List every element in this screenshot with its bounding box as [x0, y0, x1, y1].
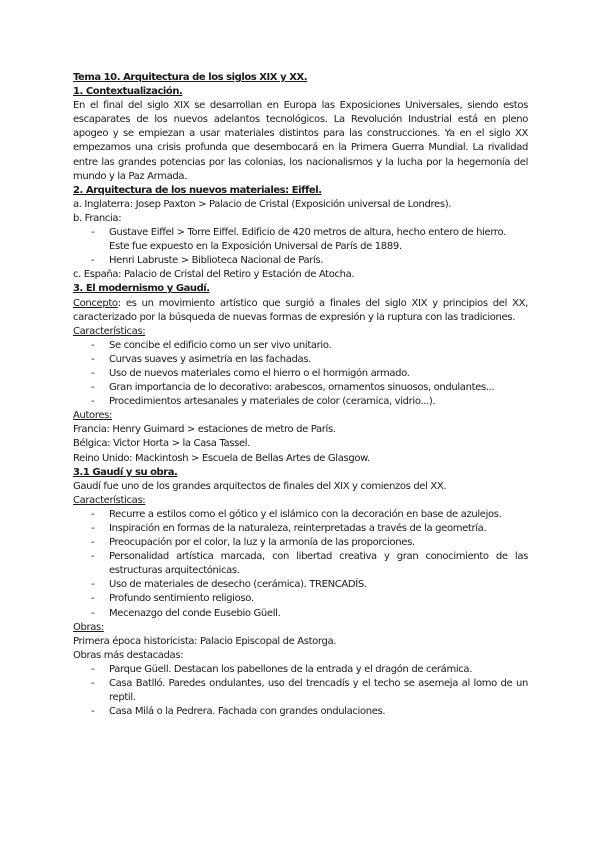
gaudi-intro: Gaudí fue uno de los grandes arquitectos de finales del XIX y comienzos del XX.: [73, 480, 447, 492]
list-item: - Recurre a estilos como el gótico y el islámico con la decoración en base de azulejos.: [73, 508, 528, 522]
gaudi-caracteristicas-label: Características:: [73, 494, 146, 506]
list-item: - Profundo sentimiento religioso.: [73, 592, 528, 606]
list-item: - Casa Milá o la Pedrera. Fachada con grandes ondulaciones.: [73, 705, 528, 719]
section-2-item-c: c. España: Palacio de Cristal del Retiro y Estación de Atocha.: [73, 269, 355, 281]
document-page: [73, 71, 528, 719]
modernismo-caracteristicas-list: [73, 339, 528, 409]
concepto-text: : es un movimiento artístico que surgió a finales del siglo XIX y principios del XX, caracterizado por la búsqueda de nuevas formas de expresión y la ruptura con las tradiciones.: [73, 297, 528, 323]
list-item: - Gustave Eiffel > Torre Eiffel. Edificio de 420 metros de altura, hecho entero de hierro. Este fue expuesto en la Exposición Universal de París de 1889.: [73, 226, 528, 254]
document-title: Tema 10. Arquitectura de los siglos XIX y XX.: [73, 72, 308, 83]
autores-label: Autores:: [73, 410, 113, 422]
list-item: - Procedimientos artesanales y materiales de color (ceramica, vidrio...).: [73, 395, 528, 409]
section-3-heading: 3. El modernismo y Gaudí.: [73, 283, 210, 295]
list-item: - Curvas suaves y asimetría en las fachadas.: [73, 353, 528, 367]
caracteristicas-label: Características:: [73, 325, 146, 337]
list-item: - Personalidad artística marcada, con libertad creativa y gran conocimiento de las estructuras arquitectónicas.: [73, 550, 528, 578]
autor-line: Bélgica: Victor Horta > la Casa Tassel.: [73, 438, 251, 450]
list-item: - Mecenazgo del conde Eusebio Güell.: [73, 607, 528, 621]
autor-line: Reino Unido: Mackintosh > Escuela de Bellas Artes de Glasgow.: [73, 452, 370, 464]
section-3-1-heading: 3.1 Gaudí y su obra.: [73, 466, 178, 478]
obras-destacadas-label: Obras más destacadas:: [73, 649, 184, 661]
section-2-heading: 2. Arquitectura de los nuevos materiales: Eiffel.: [73, 184, 322, 196]
section-2-item-a: a. Inglaterra: Josep Paxton > Palacio de Cristal (Exposición universal de Londres).: [73, 198, 452, 210]
list-item: - Inspiración en formas de la naturaleza, reinterpretadas a través de la geometría.: [73, 522, 528, 536]
list-item: - Se concibe el edificio como un ser vivo unitario.: [73, 339, 528, 353]
concepto-paragraph: [73, 297, 528, 325]
section-1-heading: 1. Contextualización.: [73, 86, 183, 98]
francia-list: [73, 226, 528, 268]
list-item: - Parque Güell. Destacan los pabellones de la entrada y el dragón de cerámica.: [73, 663, 528, 677]
gaudi-caracteristicas-list: [73, 508, 528, 621]
list-item: - Preocupación por el color, la luz y la armonía de las proporciones.: [73, 536, 528, 550]
obras-destacadas-list: [73, 663, 528, 719]
list-item: - Uso de materiales de desecho (cerámica). TRENCADÍS.: [73, 578, 528, 592]
list-item: - Henri Labruste > Biblioteca Nacional de París.: [73, 254, 528, 268]
section-1-text: En el final del siglo XIX se desarrollan en Europa las Exposiciones Universales, siendo estos escaparates de los nuevos adelantos tecnológicos. La Revolución Industrial está en pleno apogeo y se empiezan a usar materiales distintos para las construcciones. Ya en el siglo XX empezamos una crisis profunda que desembocará en la Primera Guerra Mundial. La rivalidad entre las grandes potencias por las colonias, los nacionalismos y la lucha por la hegemonía del mundo y la Paz Armada.: [73, 100, 528, 182]
concepto-label: Concepto: [73, 297, 118, 309]
list-item: - Gran importancia de lo decorativo: arabescos, ornamentos sinuosos, ondulantes...: [73, 381, 528, 395]
list-item: - Uso de nuevos materiales como el hierro o el hormigón armado.: [73, 367, 528, 381]
primera-epoca: Primera época historicista: Palacio Episcopal de Astorga.: [73, 635, 337, 647]
autor-line: Francia: Henry Guimard > estaciones de metro de París.: [73, 424, 336, 436]
obras-label: Obras:: [73, 621, 104, 633]
section-2-item-b: b. Francia:: [73, 212, 122, 224]
list-item: - Casa Batlló. Paredes ondulantes, uso del trencadís y el techo se asemeja al lomo de un reptil.: [73, 677, 528, 705]
